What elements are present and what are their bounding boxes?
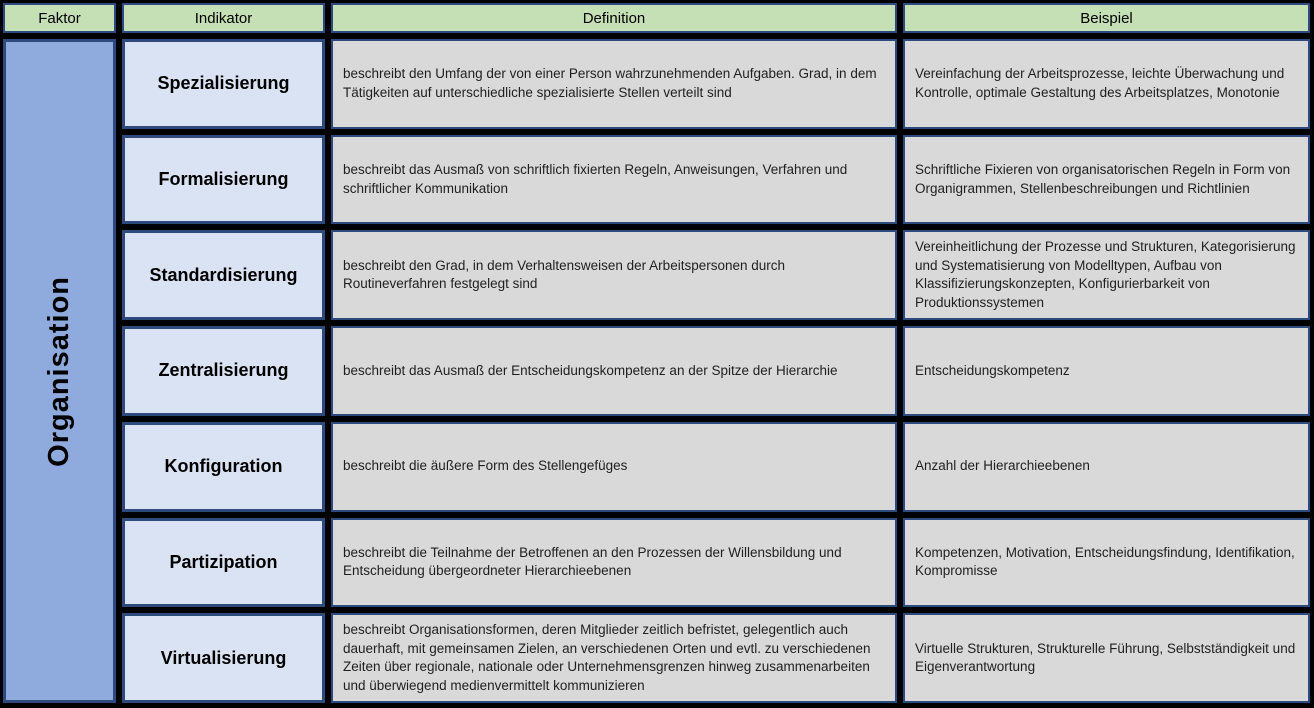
indicator-cell-zentralisierung: Zentralisierung xyxy=(122,326,325,416)
factor-label: Organisation xyxy=(43,275,75,467)
column-header-definition: Definition xyxy=(331,3,897,33)
example-cell: Vereinfachung der Arbeitsprozesse, leichte Überwachung und Kontrolle, optimale Gestaltung des Arbeitsplatzes, Monotonie xyxy=(903,39,1310,129)
indicator-cell-spezialisierung: Spezialisierung xyxy=(122,39,325,129)
example-cell: Entscheidungskompetenz xyxy=(903,326,1310,416)
factor-cell-organisation xyxy=(3,39,116,703)
definition-cell: beschreibt das Ausmaß der Entscheidungskompetenz an der Spitze der Hierarchie xyxy=(331,326,897,416)
definition-cell: beschreibt die Teilnahme der Betroffenen an den Prozessen der Willensbildung und Entscheidung übergeordneter Hierarchieebenen xyxy=(331,518,897,608)
column-header-indikator: Indikator xyxy=(122,3,325,33)
indicator-cell-partizipation: Partizipation xyxy=(122,518,325,608)
definition-cell: beschreibt das Ausmaß von schriftlich fixierten Regeln, Anweisungen, Verfahren und schriftlicher Kommunikation xyxy=(331,135,897,225)
example-cell: Kompetenzen, Motivation, Entscheidungsfindung, Identifikation, Kompromisse xyxy=(903,518,1310,608)
indicator-cell-konfiguration: Konfiguration xyxy=(122,422,325,512)
indicator-cell-formalisierung: Formalisierung xyxy=(122,135,325,225)
definition-cell: beschreibt Organisationsformen, deren Mitglieder zeitlich befristet, gelegentlich auch dauerhaft, mit gemeinsamen Zielen, an verschiedenen Orten und evtl. zu verschiedenen Zeiten über regionale, nationale oder Unternehmensgrenzen hinweg zusammenarbeiten und überwiegend medienvermittelt kommunizieren xyxy=(331,613,897,703)
column-header-faktor: Faktor xyxy=(3,3,116,33)
indicator-cell-virtualisierung: Virtualisierung xyxy=(122,613,325,703)
example-cell: Vereinheitlichung der Prozesse und Strukturen, Kategorisierung und Systematisierung von Modelltypen, Aufbau von Klassifizierungskonzepten, Konfigurierbarkeit von Produktionssystemen xyxy=(903,230,1310,320)
definition-cell: beschreibt den Umfang der von einer Person wahrzunehmenden Aufgaben. Grad, in dem Tätigkeiten auf unterschiedliche spezialisierte Stellen verteilt sind xyxy=(331,39,897,129)
example-cell: Virtuelle Strukturen, Strukturelle Führung, Selbstständigkeit und Eigenverantwortung xyxy=(903,613,1310,703)
example-cell: Anzahl der Hierarchieebenen xyxy=(903,422,1310,512)
example-cell: Schriftliche Fixieren von organisatorischen Regeln in Form von Organigrammen, Stellenbeschreibungen und Richtlinien xyxy=(903,135,1310,225)
definition-cell: beschreibt die äußere Form des Stellengefüges xyxy=(331,422,897,512)
column-header-beispiel: Beispiel xyxy=(903,3,1310,33)
definition-cell: beschreibt den Grad, in dem Verhaltensweisen der Arbeitspersonen durch Routineverfahren festgelegt sind xyxy=(331,230,897,320)
indicator-cell-standardisierung: Standardisierung xyxy=(122,230,325,320)
